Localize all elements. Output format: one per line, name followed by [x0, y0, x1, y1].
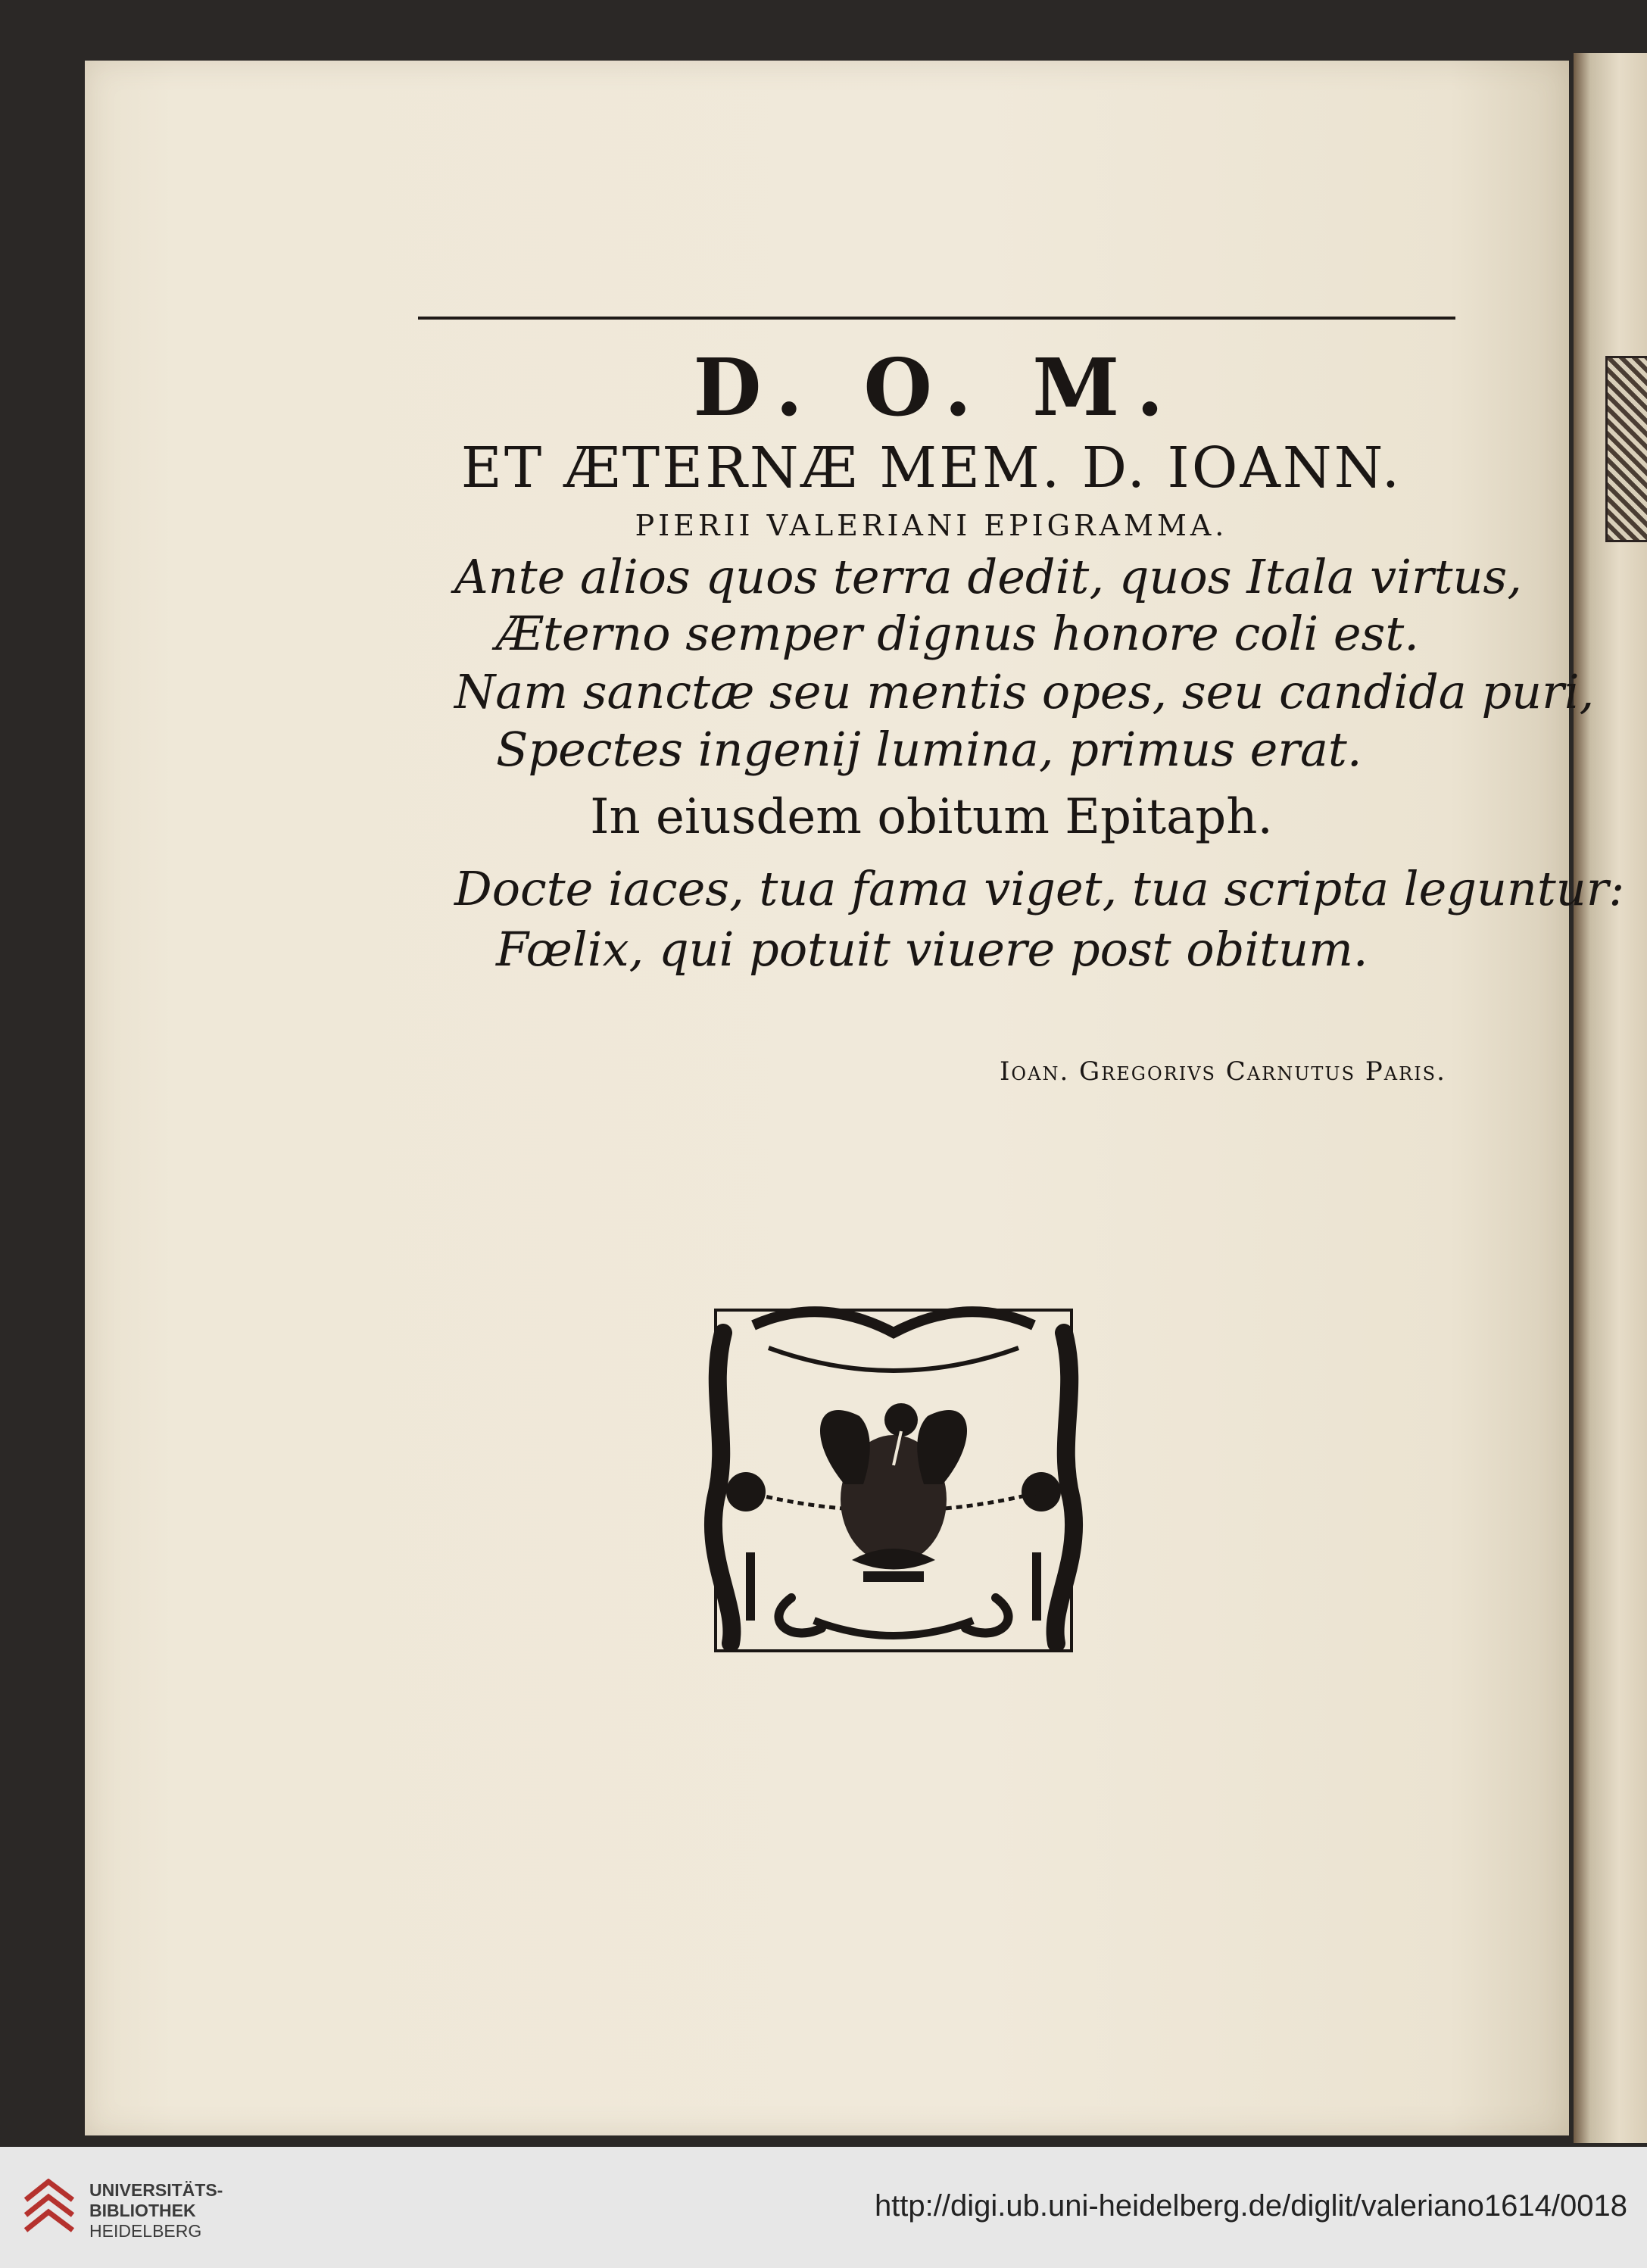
- adjacent-page-edge: [1574, 53, 1647, 2143]
- header-rule: [418, 317, 1455, 320]
- pelican-woodcut-ornament: [700, 1302, 1087, 1658]
- epitaph-heading: In eiusdem obitum Epitaph.: [590, 789, 1273, 845]
- epitaph-line: Fœlix, qui potuit viuere post obitum.: [496, 922, 1368, 977]
- library-footer: [0, 2147, 1647, 2268]
- permalink-url[interactable]: http://digi.ub.uni-heidelberg.de/diglit/valeriano1614/0018: [874, 2189, 1627, 2223]
- adjacent-page-woodcut: [1605, 356, 1647, 542]
- library-name-line: BIBLIOTHEK: [89, 2201, 196, 2220]
- epigram-line: Nam sanctæ seu mentis opes, seu candida puri,: [454, 664, 1595, 719]
- heading-dom: D. O. M.: [693, 341, 1181, 434]
- author-signature: Ioan. Gregorivs Carnutus Paris.: [1000, 1056, 1446, 1087]
- heading-pierii: PIERII VALERIANI EPIGRAMMA.: [635, 509, 1228, 542]
- epigram-line: Æterno semper dignus honore coli est.: [496, 606, 1419, 661]
- library-name: [89, 2180, 223, 2241]
- epitaph-line: Docte iaces, tua fama viget, tua scripta leguntur:: [454, 861, 1625, 916]
- heading-aeternae: ET ÆTERNÆ MEM. D. IOANN.: [460, 435, 1402, 501]
- epigram-line: Ante alios quos terra dedit, quos Itala virtus,: [454, 549, 1522, 604]
- epigram-line: Spectes ingenij lumina, primus erat.: [496, 722, 1362, 777]
- library-name-line: UNIVERSITÄTS-: [89, 2180, 223, 2200]
- library-name-line: HEIDELBERG: [89, 2221, 202, 2241]
- university-library-logo-icon: [23, 2179, 76, 2236]
